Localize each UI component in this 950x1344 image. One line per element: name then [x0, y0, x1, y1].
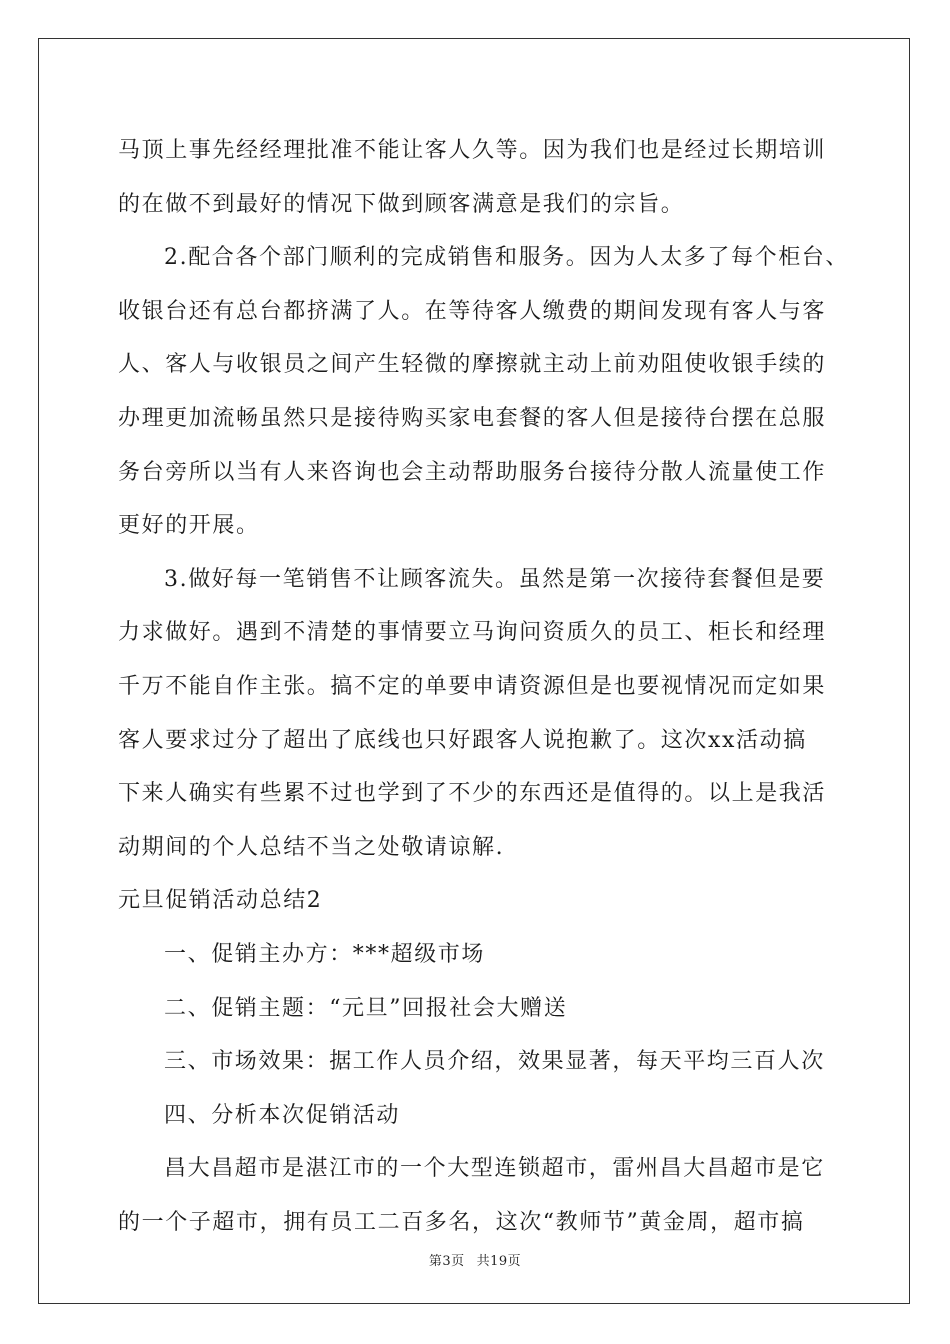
paragraph	[118, 231, 849, 553]
page-total: 共19页	[476, 1254, 522, 1269]
text-line: 力求做好。遇到不清楚的事情要立马询问资质久的员工、柜长和经理	[118, 620, 827, 646]
paragraph	[118, 1089, 838, 1143]
paragraph	[118, 553, 838, 875]
paragraph	[118, 874, 838, 928]
text-line: 千万不能自作主张。搞不定的单要申请资源但是也要视情况而定如果	[118, 673, 827, 699]
text-line: 昌大昌超市是湛江市的一个大型连锁超市，雷州昌大昌超市是它	[164, 1156, 825, 1182]
text-line: 的在做不到最好的情况下做到顾客满意是我们的宗旨。	[118, 191, 685, 217]
paragraph	[118, 982, 838, 1036]
paragraph	[118, 1142, 838, 1249]
paragraph	[118, 124, 838, 231]
text-line: 一、促销主办方：***超级市场	[164, 941, 486, 967]
text-line: 3.做好每一笔销售不让顾客流失。虽然是第一次接待套餐但是要	[164, 566, 826, 592]
document-body	[118, 124, 849, 1249]
text-line: 更好的开展。	[118, 513, 260, 539]
text-line: 四、分析本次促销活动	[164, 1102, 401, 1128]
text-line: 收银台还有总台都挤满了人。在等待客人缴费的期间发现有客人与客	[118, 298, 827, 324]
text-line: 务台旁所以当有人来咨询也会主动帮助服务台接待分散人流量使工作	[118, 459, 827, 485]
text-line: 办理更加流畅虽然只是接待购买家电套餐的客人但是接待台摆在总服	[118, 405, 827, 431]
page-number: 第3页	[428, 1254, 465, 1269]
text-line: 马顶上事先经经理批准不能让客人久等。因为我们也是经过长期培训	[118, 138, 827, 163]
paragraph	[118, 928, 838, 982]
paragraph	[118, 1035, 838, 1089]
text-line: 二、促销主题：“元旦”回报社会大赠送	[164, 995, 568, 1021]
text-line: 人、客人与收银员之间产生轻微的摩擦就主动上前劝阻使收银手续的	[118, 352, 827, 378]
text-line: 三、市场效果：据工作人员介绍，效果显著，每天平均三百人次	[164, 1049, 825, 1075]
text-line: 的一个子超市，拥有员工二百多名，这次“教师节”黄金周，超市搞	[118, 1209, 805, 1235]
text-line: 2.配合各个部门顺利的完成销售和服务。因为人太多了每个柜台、	[164, 245, 849, 271]
page-footer	[0, 1250, 950, 1269]
text-line: 元旦促销活动总结2	[118, 888, 323, 914]
text-line: 动期间的个人总结不当之处敬请谅解.	[118, 834, 505, 860]
text-line: 客人要求过分了超出了底线也只好跟客人说抱歉了。这次xx活动搞	[118, 727, 807, 753]
text-line: 下来人确实有些累不过也学到了不少的东西还是值得的。以上是我活	[118, 781, 827, 807]
